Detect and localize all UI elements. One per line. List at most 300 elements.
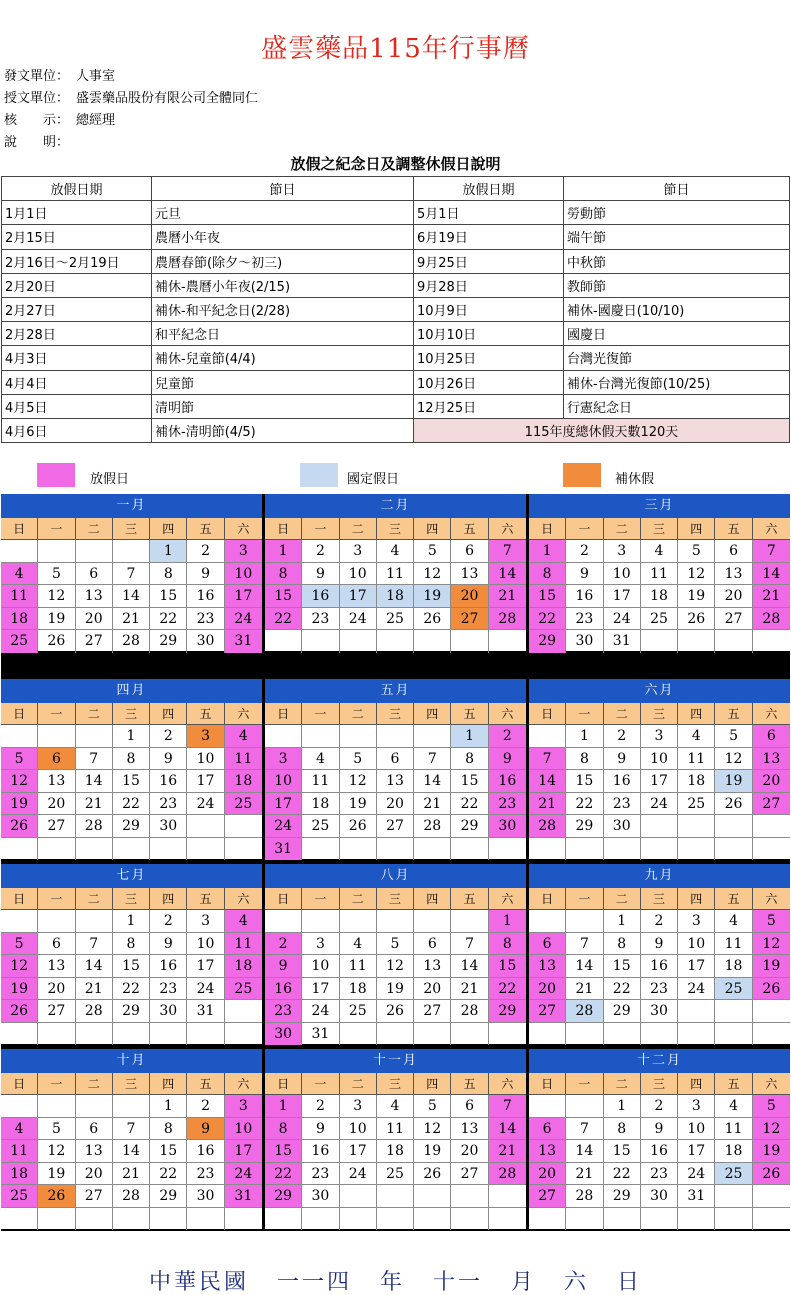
- empty-day-cell: [187, 1208, 224, 1231]
- day-cell: 15: [113, 955, 150, 978]
- day-cell: 14: [566, 955, 603, 978]
- day-cell: 31: [265, 838, 302, 861]
- empty-day-cell: [414, 1208, 451, 1231]
- empty-day-cell: [753, 630, 790, 653]
- day-cell: 1: [150, 540, 187, 563]
- day-cell: 26: [414, 1163, 451, 1186]
- day-cell: 17: [225, 585, 262, 608]
- day-cell: 9: [489, 748, 526, 771]
- day-cell: 17: [340, 585, 377, 608]
- day-cell: 18: [377, 1140, 414, 1163]
- day-cell: 5: [1, 748, 38, 771]
- empty-day-cell: [489, 1185, 526, 1208]
- day-cell: 26: [38, 630, 75, 653]
- weekday-header: 日: [1, 518, 38, 540]
- day-cell: 22: [451, 793, 488, 816]
- day-cell: 10: [187, 748, 224, 771]
- day-cell: 17: [187, 770, 224, 793]
- day-cell: 17: [225, 1140, 262, 1163]
- weekday-header: 二: [604, 1073, 641, 1095]
- month-grid: [265, 1073, 526, 1230]
- day-cell: 13: [38, 770, 75, 793]
- day-cell: 27: [76, 630, 113, 653]
- day-cell: 10: [678, 1118, 715, 1141]
- weekday-header: 三: [113, 703, 150, 725]
- day-cell: 13: [451, 563, 488, 586]
- day-cell: 22: [113, 793, 150, 816]
- empty-day-cell: [187, 815, 224, 838]
- weekday-header: 四: [678, 518, 715, 540]
- day-cell: 27: [38, 1000, 75, 1023]
- day-cell: 8: [113, 748, 150, 771]
- empty-day-cell: [414, 838, 451, 861]
- day-cell: 4: [1, 1118, 38, 1141]
- day-cell: 12: [38, 585, 75, 608]
- day-cell: 6: [753, 725, 790, 748]
- empty-day-cell: [678, 1000, 715, 1023]
- weekday-header: 三: [641, 888, 678, 910]
- month-grid: [529, 518, 790, 653]
- day-cell: 9: [187, 563, 224, 586]
- day-cell: 5: [715, 725, 752, 748]
- day-cell: 11: [225, 748, 262, 771]
- day-cell: 27: [753, 793, 790, 816]
- weekday-header: 二: [340, 888, 377, 910]
- empty-day-cell: [529, 1208, 566, 1231]
- day-cell: 4: [715, 1095, 752, 1118]
- day-cell: 31: [187, 1000, 224, 1023]
- weekday-header: 一: [566, 1073, 603, 1095]
- month-title: 七月: [1, 864, 262, 888]
- day-cell: 20: [451, 585, 488, 608]
- day-cell: 25: [678, 793, 715, 816]
- day-cell: 6: [529, 1118, 566, 1141]
- empty-day-cell: [604, 838, 641, 861]
- day-cell: 3: [302, 933, 339, 956]
- day-cell: 2: [604, 725, 641, 748]
- day-cell: 3: [225, 540, 262, 563]
- day-cell: 7: [566, 1118, 603, 1141]
- day-cell: 16: [150, 770, 187, 793]
- legend-swatch-national: [300, 463, 338, 487]
- day-cell: 31: [604, 630, 641, 653]
- holiday-name: 教師節: [564, 273, 790, 297]
- weekday-header: 三: [113, 1073, 150, 1095]
- day-cell: 24: [187, 793, 224, 816]
- weekday-header: 六: [753, 888, 790, 910]
- day-cell: 27: [38, 815, 75, 838]
- day-cell: 26: [678, 608, 715, 631]
- holiday-name: 行憲紀念日: [564, 394, 790, 418]
- empty-day-cell: [377, 838, 414, 861]
- holiday-table: [1, 176, 790, 443]
- meta-approval-label: 核 示：: [4, 113, 70, 128]
- day-cell: 8: [529, 563, 566, 586]
- day-cell: 16: [187, 1140, 224, 1163]
- day-cell: 29: [604, 1000, 641, 1023]
- empty-day-cell: [377, 725, 414, 748]
- day-cell: 7: [76, 933, 113, 956]
- weekday-header: 二: [340, 703, 377, 725]
- day-cell: 8: [113, 933, 150, 956]
- day-cell: 1: [113, 910, 150, 933]
- weekday-header: 二: [340, 518, 377, 540]
- holiday-row: [2, 297, 790, 321]
- day-cell: 10: [641, 748, 678, 771]
- month-title: 四月: [1, 679, 262, 703]
- day-cell: 17: [187, 955, 224, 978]
- day-cell: 22: [265, 1163, 302, 1186]
- day-cell: 20: [377, 793, 414, 816]
- month-grid: [1, 888, 262, 1045]
- month-grid: [265, 518, 526, 653]
- empty-day-cell: [1, 1023, 38, 1046]
- month-grid: [1, 703, 262, 860]
- day-cell: 2: [187, 540, 224, 563]
- holiday-date: 12月25日: [414, 394, 564, 418]
- empty-day-cell: [414, 630, 451, 653]
- day-cell: 9: [566, 563, 603, 586]
- weekday-header: 六: [489, 703, 526, 725]
- weekday-header: 六: [225, 518, 262, 540]
- day-cell: 1: [489, 910, 526, 933]
- day-cell: 12: [414, 563, 451, 586]
- day-cell: 29: [150, 630, 187, 653]
- day-cell: 14: [414, 770, 451, 793]
- day-cell: 12: [414, 1118, 451, 1141]
- weekday-header: 日: [1, 703, 38, 725]
- empty-day-cell: [76, 1095, 113, 1118]
- month-title: 九月: [529, 864, 790, 888]
- empty-day-cell: [414, 725, 451, 748]
- day-cell: 31: [225, 630, 262, 653]
- day-cell: 1: [150, 1095, 187, 1118]
- day-cell: 16: [641, 1140, 678, 1163]
- empty-day-cell: [678, 838, 715, 861]
- day-cell: 9: [302, 1118, 339, 1141]
- day-cell: 23: [489, 793, 526, 816]
- weekday-header: 一: [566, 888, 603, 910]
- day-cell: 13: [377, 770, 414, 793]
- day-cell: 5: [38, 1118, 75, 1141]
- day-cell: 3: [187, 910, 224, 933]
- day-cell: 31: [225, 1185, 262, 1208]
- holiday-date: 2月16日～2月19日: [2, 249, 152, 273]
- day-cell: 28: [753, 608, 790, 631]
- day-cell: 13: [38, 955, 75, 978]
- empty-day-cell: [489, 1208, 526, 1231]
- holiday-row: [2, 418, 790, 442]
- day-cell: 28: [489, 1163, 526, 1186]
- holiday-date: 9月28日: [414, 273, 564, 297]
- month-grid: [529, 703, 790, 860]
- holiday-date: 4月6日: [2, 418, 152, 442]
- holiday-row: [2, 394, 790, 418]
- weekday-header: 二: [76, 1073, 113, 1095]
- holiday-row: [2, 201, 790, 225]
- day-cell: 20: [76, 1163, 113, 1186]
- empty-day-cell: [566, 1095, 603, 1118]
- day-cell: 19: [678, 585, 715, 608]
- day-cell: 15: [489, 955, 526, 978]
- meta-recipient: [4, 88, 258, 110]
- day-cell: 27: [414, 1000, 451, 1023]
- day-cell: 15: [566, 770, 603, 793]
- holiday-date: 2月20日: [2, 273, 152, 297]
- day-cell: 18: [302, 793, 339, 816]
- day-cell: 19: [1, 793, 38, 816]
- day-cell: 4: [678, 725, 715, 748]
- empty-day-cell: [715, 1208, 752, 1231]
- holiday-date: 4月3日: [2, 346, 152, 370]
- empty-day-cell: [529, 1095, 566, 1118]
- month-title: 二月: [265, 494, 526, 518]
- holiday-name: 農曆小年夜: [152, 225, 414, 249]
- day-cell: 5: [678, 540, 715, 563]
- day-cell: 12: [1, 955, 38, 978]
- day-cell: 7: [529, 748, 566, 771]
- day-cell: 28: [76, 815, 113, 838]
- day-cell: 9: [641, 933, 678, 956]
- empty-day-cell: [377, 1208, 414, 1231]
- day-cell: 23: [150, 793, 187, 816]
- weekday-header: 日: [265, 1073, 302, 1095]
- day-cell: 17: [340, 1140, 377, 1163]
- day-cell: 6: [529, 933, 566, 956]
- day-cell: 7: [451, 933, 488, 956]
- day-cell: 28: [566, 1185, 603, 1208]
- day-cell: 23: [641, 978, 678, 1001]
- day-cell: 6: [38, 933, 75, 956]
- month-block: [265, 494, 526, 651]
- legend-label-holiday: 放假日: [90, 472, 130, 487]
- holiday-date: 10月26日: [414, 370, 564, 394]
- day-cell: 2: [302, 540, 339, 563]
- day-cell: 14: [529, 770, 566, 793]
- day-cell: 14: [76, 955, 113, 978]
- empty-day-cell: [753, 1185, 790, 1208]
- day-cell: 23: [566, 608, 603, 631]
- weekday-header: 四: [414, 518, 451, 540]
- day-cell: 24: [678, 1163, 715, 1186]
- day-cell: 20: [451, 1140, 488, 1163]
- day-cell: 29: [150, 1185, 187, 1208]
- day-cell: 11: [340, 955, 377, 978]
- day-cell: 31: [678, 1185, 715, 1208]
- empty-day-cell: [38, 725, 75, 748]
- day-cell: 9: [302, 563, 339, 586]
- day-cell: 7: [113, 1118, 150, 1141]
- day-cell: 4: [715, 910, 752, 933]
- weekday-header: 三: [641, 518, 678, 540]
- empty-day-cell: [678, 1208, 715, 1231]
- empty-day-cell: [678, 630, 715, 653]
- day-cell: 11: [715, 933, 752, 956]
- day-cell: 21: [113, 1163, 150, 1186]
- day-cell: 29: [113, 1000, 150, 1023]
- empty-day-cell: [225, 1000, 262, 1023]
- weekday-header: 四: [678, 1073, 715, 1095]
- day-cell: 2: [641, 910, 678, 933]
- month-title: 五月: [265, 679, 526, 703]
- day-cell: 23: [187, 608, 224, 631]
- day-cell: 16: [302, 1140, 339, 1163]
- empty-day-cell: [225, 1023, 262, 1046]
- day-cell: 7: [414, 748, 451, 771]
- day-cell: 26: [753, 978, 790, 1001]
- day-cell: 24: [225, 608, 262, 631]
- header-date: 放假日期: [414, 177, 564, 201]
- day-cell: 3: [340, 1095, 377, 1118]
- weekday-header: 二: [76, 703, 113, 725]
- weekday-header: 日: [529, 888, 566, 910]
- meta-approval: [4, 110, 115, 132]
- day-cell: 5: [340, 748, 377, 771]
- empty-day-cell: [451, 1185, 488, 1208]
- day-cell: 23: [265, 1000, 302, 1023]
- holiday-date: 2月28日: [2, 322, 152, 346]
- empty-day-cell: [340, 725, 377, 748]
- day-cell: 24: [302, 1000, 339, 1023]
- empty-day-cell: [340, 910, 377, 933]
- empty-day-cell: [225, 1208, 262, 1231]
- empty-day-cell: [529, 910, 566, 933]
- empty-day-cell: [76, 1023, 113, 1046]
- day-cell: 16: [265, 978, 302, 1001]
- day-cell: 13: [529, 955, 566, 978]
- meta-note: [4, 132, 76, 154]
- day-cell: 28: [113, 1185, 150, 1208]
- weekday-header: 四: [150, 518, 187, 540]
- day-cell: 26: [1, 1000, 38, 1023]
- holiday-date: 4月4日: [2, 370, 152, 394]
- holiday-row: [2, 370, 790, 394]
- day-cell: 16: [641, 955, 678, 978]
- day-cell: 25: [302, 815, 339, 838]
- empty-day-cell: [265, 630, 302, 653]
- day-cell: 26: [1, 815, 38, 838]
- day-cell: 29: [265, 1185, 302, 1208]
- day-cell: 18: [715, 1140, 752, 1163]
- weekday-header: 日: [265, 703, 302, 725]
- day-cell: 17: [641, 770, 678, 793]
- meta-recipient-label: 授文單位：: [4, 91, 70, 106]
- day-cell: 25: [1, 1185, 38, 1208]
- day-cell: 5: [753, 910, 790, 933]
- empty-day-cell: [641, 838, 678, 861]
- day-cell: 25: [340, 1000, 377, 1023]
- holiday-date: 2月27日: [2, 297, 152, 321]
- day-cell: 29: [451, 815, 488, 838]
- empty-day-cell: [265, 1208, 302, 1231]
- empty-day-cell: [1, 540, 38, 563]
- empty-day-cell: [678, 1023, 715, 1046]
- empty-day-cell: [377, 910, 414, 933]
- day-cell: 20: [529, 978, 566, 1001]
- day-cell: 2: [566, 540, 603, 563]
- weekday-header: 六: [489, 1073, 526, 1095]
- day-cell: 28: [529, 815, 566, 838]
- day-cell: 24: [265, 815, 302, 838]
- header-holiday: 節日: [152, 177, 414, 201]
- day-cell: 21: [566, 978, 603, 1001]
- month-block: [1, 679, 262, 859]
- day-cell: 24: [340, 1163, 377, 1186]
- holiday-row: [2, 322, 790, 346]
- day-cell: 1: [529, 540, 566, 563]
- day-cell: 21: [753, 585, 790, 608]
- weekday-header: 六: [753, 518, 790, 540]
- empty-day-cell: [489, 630, 526, 653]
- day-cell: 11: [302, 770, 339, 793]
- weekday-header: 一: [302, 518, 339, 540]
- day-cell: 8: [150, 563, 187, 586]
- day-cell: 6: [38, 748, 75, 771]
- weekday-header: 二: [76, 518, 113, 540]
- day-cell: 8: [604, 1118, 641, 1141]
- day-cell: 26: [38, 1185, 75, 1208]
- holiday-date: 2月15日: [2, 225, 152, 249]
- empty-day-cell: [150, 1208, 187, 1231]
- day-cell: 26: [715, 793, 752, 816]
- weekday-header: 六: [753, 1073, 790, 1095]
- day-cell: 25: [377, 608, 414, 631]
- day-cell: 29: [113, 815, 150, 838]
- page-title: 盛雲藥品115年行事曆: [261, 34, 530, 64]
- day-cell: 10: [678, 933, 715, 956]
- day-cell: 24: [187, 978, 224, 1001]
- day-cell: 2: [187, 1095, 224, 1118]
- empty-day-cell: [678, 815, 715, 838]
- day-cell: 9: [265, 955, 302, 978]
- day-cell: 12: [377, 955, 414, 978]
- meta-recipient-value: 盛雲藥品股份有限公司全體同仁: [76, 91, 259, 106]
- holiday-name: 補休-國慶日(10/10): [564, 297, 790, 321]
- day-cell: 3: [265, 748, 302, 771]
- day-cell: 10: [340, 563, 377, 586]
- empty-day-cell: [76, 725, 113, 748]
- day-cell: 8: [489, 933, 526, 956]
- day-cell: 28: [113, 630, 150, 653]
- header-date: 放假日期: [2, 177, 152, 201]
- day-cell: 4: [225, 910, 262, 933]
- day-cell: 15: [265, 585, 302, 608]
- empty-day-cell: [753, 838, 790, 861]
- day-cell: 30: [265, 1023, 302, 1046]
- day-cell: 8: [451, 748, 488, 771]
- day-cell: 30: [566, 630, 603, 653]
- day-cell: 28: [489, 608, 526, 631]
- weekday-header: 二: [604, 518, 641, 540]
- day-cell: 7: [489, 540, 526, 563]
- day-cell: 27: [377, 815, 414, 838]
- empty-day-cell: [715, 838, 752, 861]
- holiday-name: 中秋節: [564, 249, 790, 273]
- day-cell: 1: [265, 540, 302, 563]
- holiday-name: 勞動節: [564, 201, 790, 225]
- weekday-header: 二: [76, 888, 113, 910]
- weekday-header: 五: [715, 1073, 752, 1095]
- month-block: [1, 494, 262, 651]
- day-cell: 24: [225, 1163, 262, 1186]
- day-cell: 6: [76, 563, 113, 586]
- empty-day-cell: [451, 630, 488, 653]
- weekday-header: 四: [678, 888, 715, 910]
- holiday-name: 補休-兒童節(4/4): [152, 346, 414, 370]
- empty-day-cell: [302, 725, 339, 748]
- day-cell: 23: [150, 978, 187, 1001]
- weekday-header: 二: [604, 703, 641, 725]
